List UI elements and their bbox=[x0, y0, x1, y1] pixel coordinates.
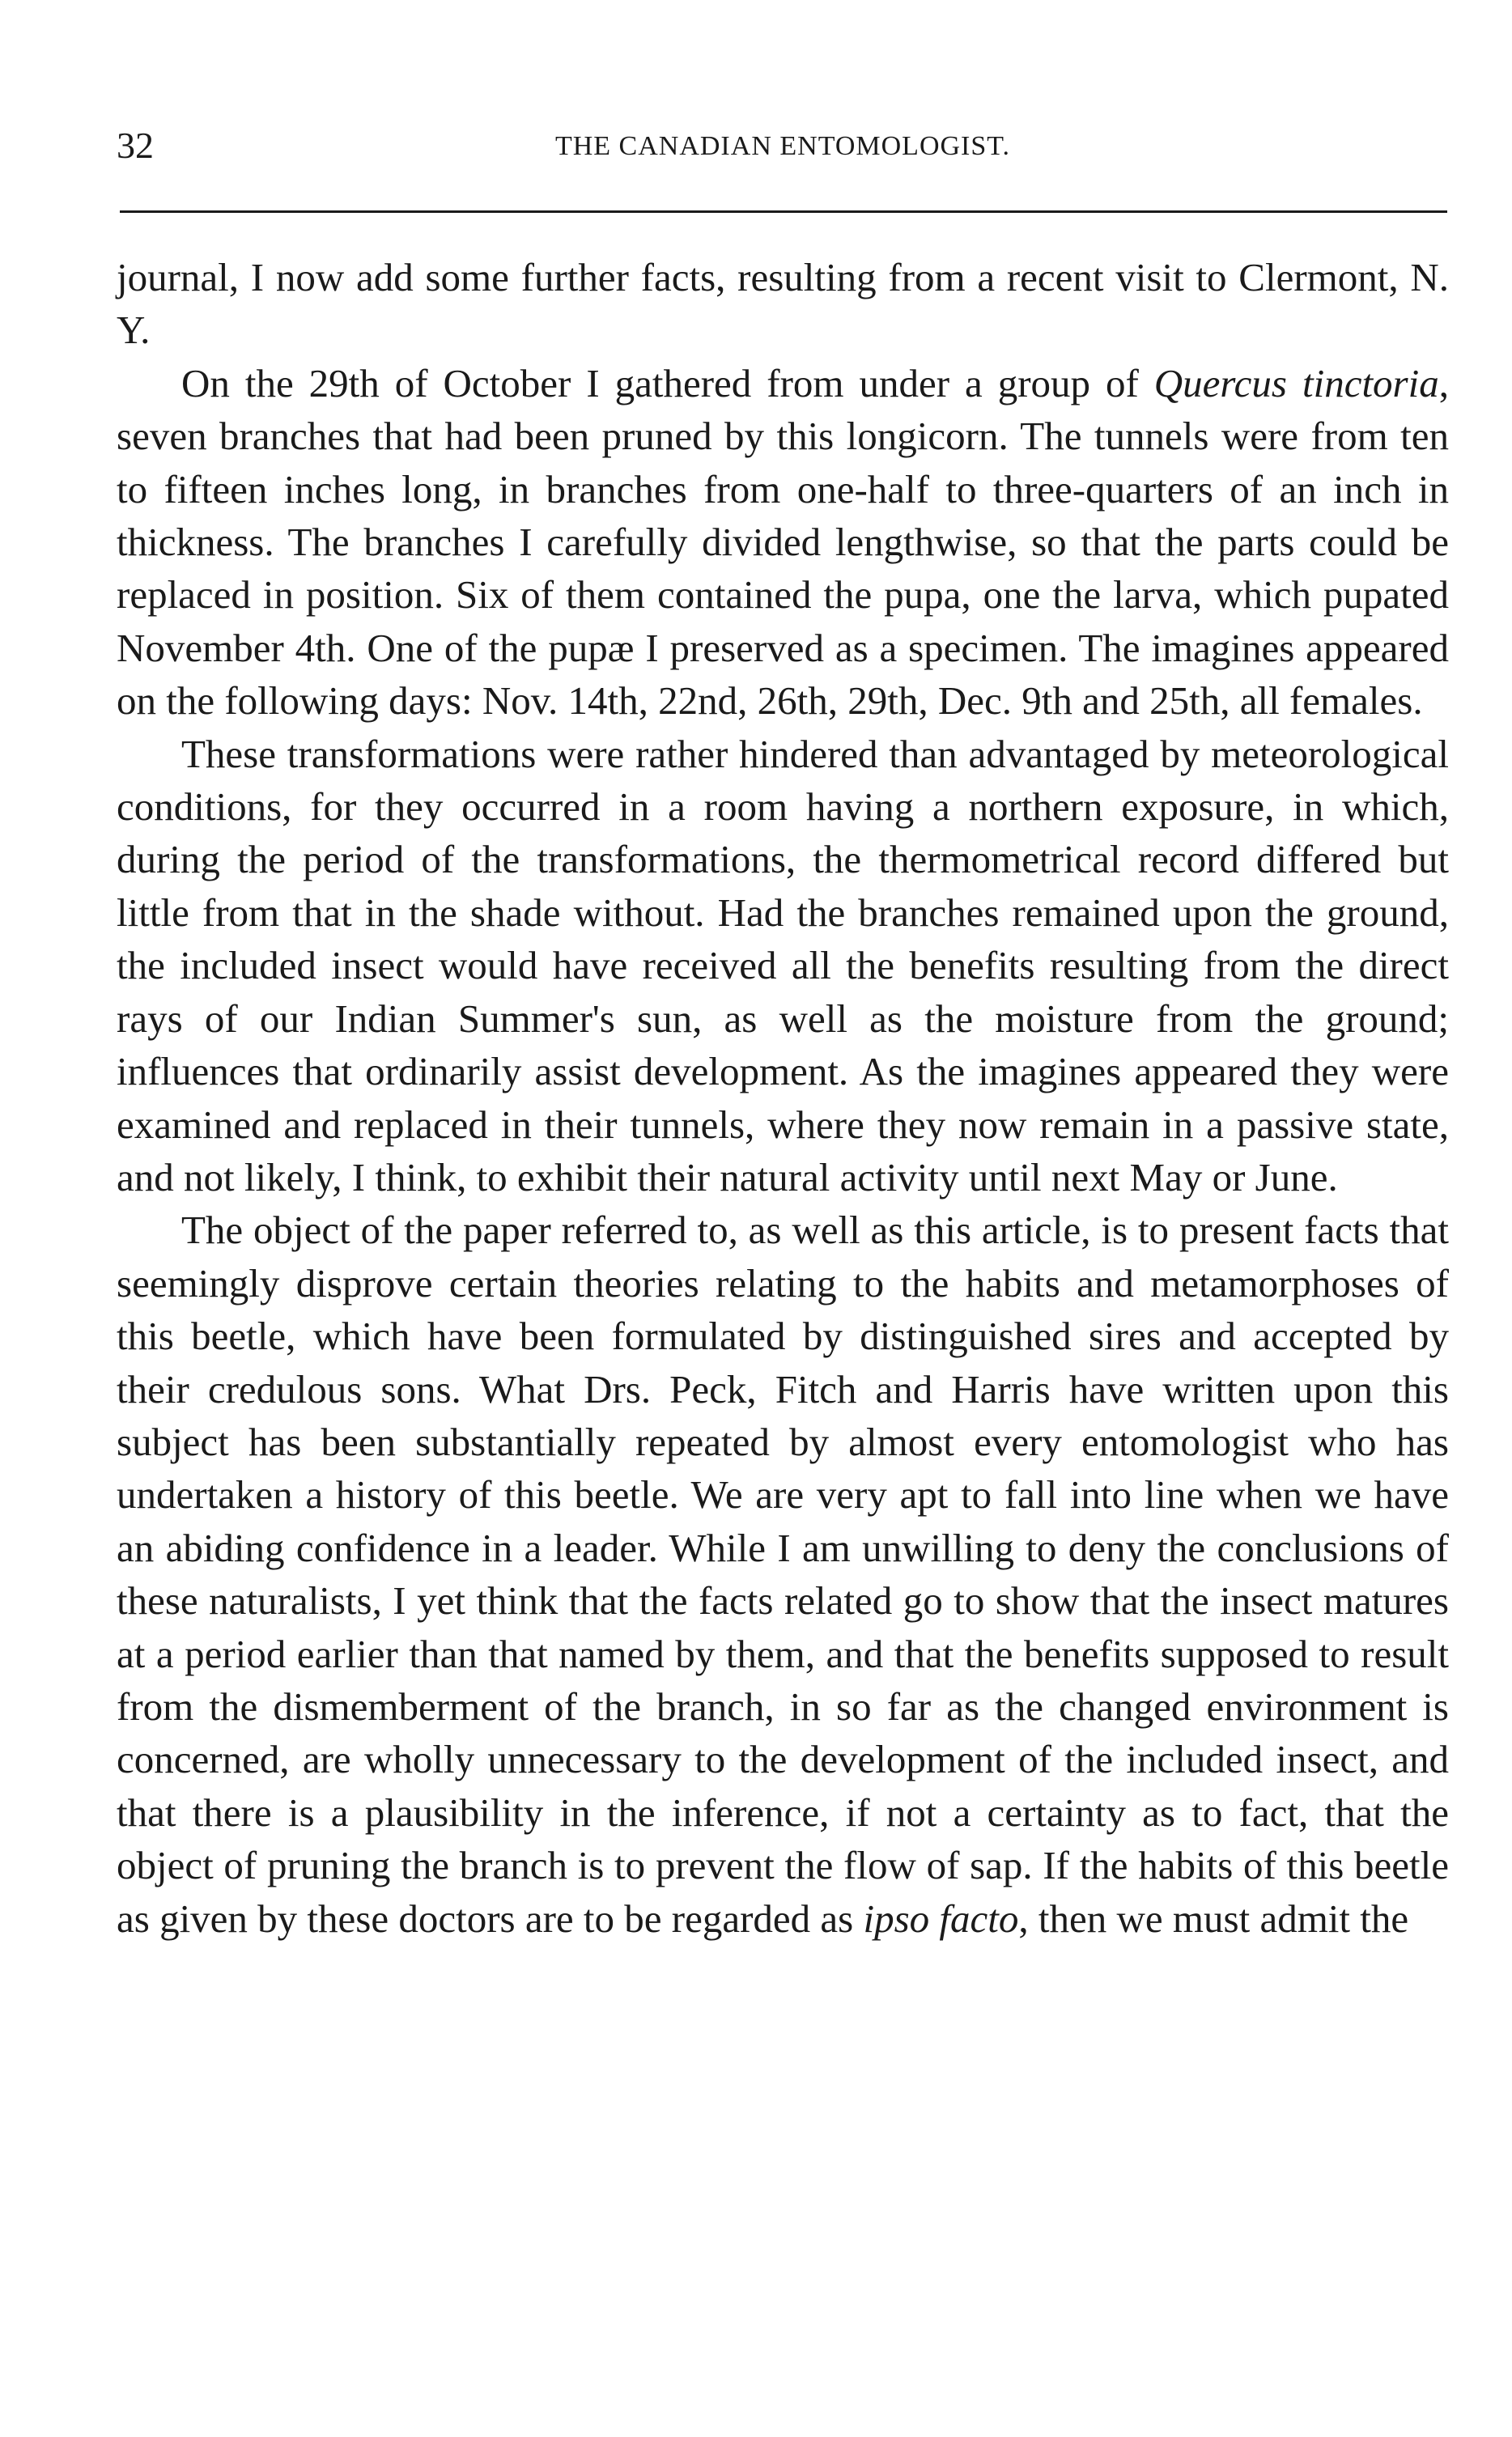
page-number: 32 bbox=[117, 125, 154, 166]
paragraph-2-text-b: , seven branches that had been pruned by this longicorn. The tunnels were from ten to fifteen inches long, in branches from one-half to three-quarters of an inch in thickness. The branches I carefully divided lengthwise, so that the parts could be replaced in position. Six of them contained the pupa, one the larva, which pupated November 4th. One of the pupæ I preserved as a specimen. The imagines appeared on the following days: Nov. 14th, 22nd, 26th, 29th, Dec. 9th and 25th, all females. bbox=[117, 360, 1449, 724]
paragraph-4-text-a: The object of the paper referred to, as well as this article, is to present facts that seemingly disprove certain theories relating to the habits and metamorphoses of this beetle, which have been formulated by distinguished sires and accepted by their credulous sons. What Drs. Peck, Fitch and Harris have written upon this subject has been substantially repeated by almost every entomologist who has undertaken a history of this beetle. We are very apt to fall into line when we have an abiding confidence in a leader. While I am unwilling to deny the conclusions of these naturalists, I yet think that the facts related go to show that the insect matures at a period earlier than that named by them, and that the benefits supposed to result from the dismemberment of the branch, in so far as the changed environment is concerned, are wholly unnecessary to the development of the included insect, and that there is a plausibility in the inference, if not a certainty as to fact, that the object of pruning the branch is to prevent the flow of sap. If the habits of this beetle as given by these doctors are to be regarded as bbox=[117, 1208, 1449, 1941]
body-text bbox=[117, 251, 1449, 1945]
header-rule bbox=[120, 210, 1447, 213]
paragraph-2-text-a: On the 29th of October I gathered from under a group of bbox=[181, 360, 1154, 405]
paragraph-4 bbox=[117, 1204, 1449, 1945]
paragraph-1: journal, I now add some further facts, resulting from a recent visit to Clermont, N. Y. bbox=[117, 255, 1449, 353]
paragraph-3: These transformations were rather hindered than advantaged by meteorological conditions, for they occurred in a room having a northern exposure, in which, during the period of the transformations, the thermometrical record differed but little from that in the shade without. Had the branches remained upon the ground, the included insect would have received all the benefits resulting from the direct rays of our Indian Summer's sun, as well as the moisture from the ground; influences that ordinarily assist development. As the imagines appeared they were examined and replaced in their tunnels, where they now remain in a passive state, and not likely, I think, to exhibit their natural activity until next May or June. bbox=[117, 731, 1449, 1199]
running-title: THE CANADIAN ENTOMOLOGIST. bbox=[554, 131, 1011, 161]
paragraph-2 bbox=[117, 357, 1449, 728]
paragraph-4-text-b: , then we must admit the bbox=[1018, 1896, 1409, 1941]
latin-phrase-italic: ipso facto bbox=[863, 1896, 1019, 1941]
page-header bbox=[117, 121, 1449, 170]
species-name-italic: Quercus tinctoria bbox=[1153, 360, 1439, 405]
